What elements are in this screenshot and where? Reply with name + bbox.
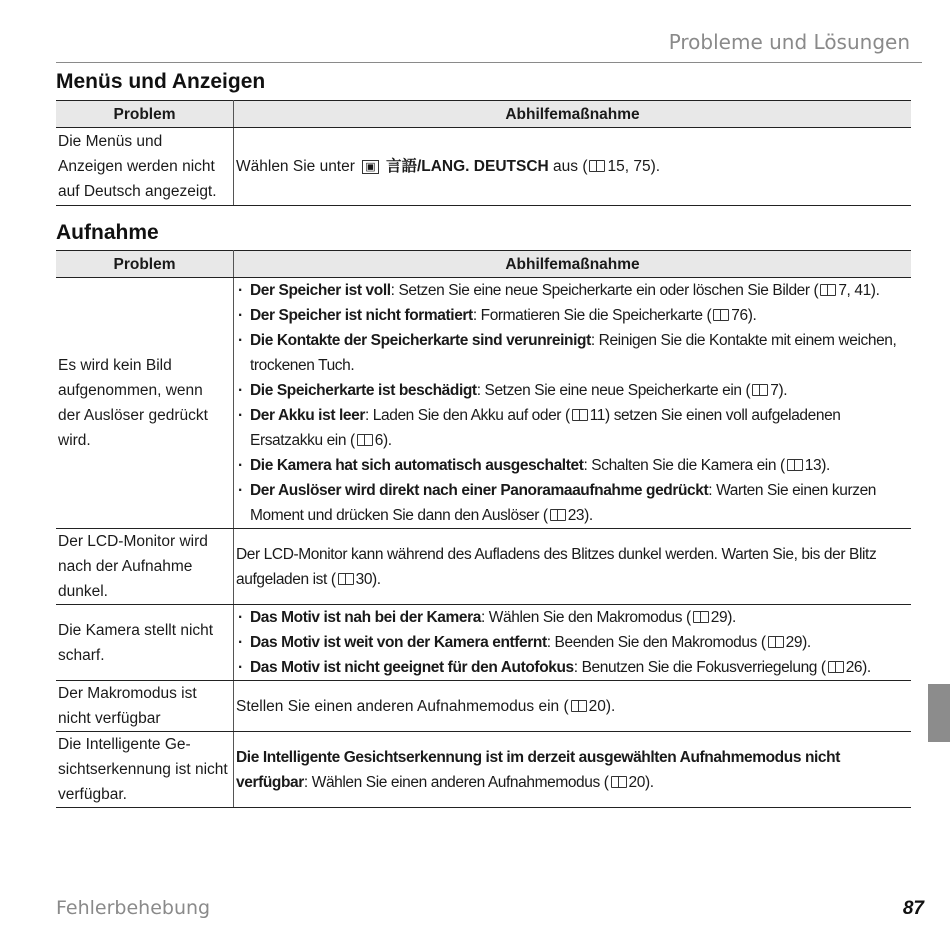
section-title-menus: Menüs und Anzeigen (56, 70, 266, 93)
list-item: · Das Motiv ist weit von der Kamera entfernt: Beenden Sie den Makromodus ( 29). (236, 630, 907, 655)
book-icon (357, 434, 373, 446)
col-header-solution: Abhilfemaßnahme (234, 101, 912, 128)
table-row (56, 278, 911, 529)
book-icon (611, 776, 627, 788)
page-number: 87 (902, 898, 924, 919)
list-item: · Die Kamera hat sich automatisch ausgeschaltet: Schalten Sie die Kamera ein ( 13). (236, 453, 907, 478)
table-row (56, 605, 911, 681)
setup-menu-icon: ▣ (362, 160, 378, 174)
list-item: · Die Speicherkarte ist beschädigt: Setzen Sie eine neue Speicherkarte ein ( 7). (236, 378, 907, 403)
book-icon (713, 309, 729, 321)
list-item: · Der Speicher ist voll: Setzen Sie eine neue Speicherkarte ein oder löschen Sie Bilder ( 7, 41). (236, 278, 907, 303)
table-row (56, 128, 911, 206)
list-item: · Der Speicher ist nicht formatiert: Formatieren Sie die Speicherkarte ( 76). (236, 303, 907, 328)
table-row (56, 681, 911, 732)
list-item: · Das Motiv ist nicht geeignet für den Autofokus: Benutzen Sie die Fokusverriegelung ( 26). (236, 655, 907, 680)
book-icon (787, 459, 803, 471)
aufnahme-table (56, 250, 911, 808)
section-title-aufnahme: Aufnahme (56, 221, 159, 244)
solution-cell: Stellen Sie einen anderen Aufnahmemodus ein ( 20). (234, 681, 912, 732)
list-item: · Der Akku ist leer: Laden Sie den Akku auf oder ( 11) setzen Sie einen voll aufgeladenen Ersatzakku ein ( 6). (236, 403, 907, 453)
book-icon (820, 284, 836, 296)
problem-cell: Der Makromodus ist nicht verfügbar (56, 681, 234, 732)
book-icon (828, 661, 844, 673)
col-header-problem: Problem (56, 251, 234, 278)
footer-section-name: Fehlerbehebung (56, 897, 211, 919)
solution-cell (234, 278, 912, 529)
table-row (56, 529, 911, 605)
chapter-side-tab (928, 684, 950, 742)
problem-cell: Die Kamera stellt nicht scharf. (56, 605, 234, 681)
book-icon (589, 160, 605, 172)
problem-cell: Die Intelligente Ge-sichtserkennung ist nicht verfügbar. (56, 732, 234, 808)
solution-cell: Wählen Sie unter ▣ 言語/LANG. DEUTSCH aus ( 15, 75). (234, 128, 912, 206)
solution-cell (234, 605, 912, 681)
solution-cell: Der LCD-Monitor kann während des Aufladens des Blitzes dunkel werden. Warten Sie, bis der Blitz aufgeladen ist ( 30). (234, 529, 912, 605)
book-icon (550, 509, 566, 521)
col-header-solution: Abhilfemaßnahme (234, 251, 912, 278)
book-icon (693, 611, 709, 623)
col-header-problem: Problem (56, 101, 234, 128)
table-row (56, 732, 911, 808)
book-icon (768, 636, 784, 648)
book-icon (338, 573, 354, 585)
list-item: · Das Motiv ist nah bei der Kamera: Wählen Sie den Makromodus ( 29). (236, 605, 907, 630)
list-item: · Die Kontakte der Speicherkarte sind verunreinigt: Reinigen Sie die Kontakte mit einem weichen, trockenen Tuch. (236, 328, 907, 378)
solution-cell: Die Intelligente Gesichtserkennung ist im derzeit ausgewählten Aufnahmemodus nicht verfügbar: Wählen Sie einen anderen Aufnahmemodus ( 20). (234, 732, 912, 808)
problem-cell: Die Menüs und Anzeigen werden nicht auf Deutsch angezeigt. (56, 128, 234, 206)
header-rule (56, 62, 922, 63)
book-icon (572, 409, 588, 421)
book-icon (571, 700, 587, 712)
chapter-title: Probleme und Lösungen (668, 30, 910, 54)
problem-cell: Der LCD-Monitor wird nach der Aufnahme dunkel. (56, 529, 234, 605)
book-icon (752, 384, 768, 396)
problem-cell: Es wird kein Bild aufgenommen, wenn der Auslöser gedrückt wird. (56, 278, 234, 529)
list-item: · Der Auslöser wird direkt nach einer Panoramaaufnahme gedrückt: Warten Sie einen kurzen Moment und drücken Sie dann den Auslöser ( 23). (236, 478, 907, 528)
menus-table (56, 100, 911, 206)
